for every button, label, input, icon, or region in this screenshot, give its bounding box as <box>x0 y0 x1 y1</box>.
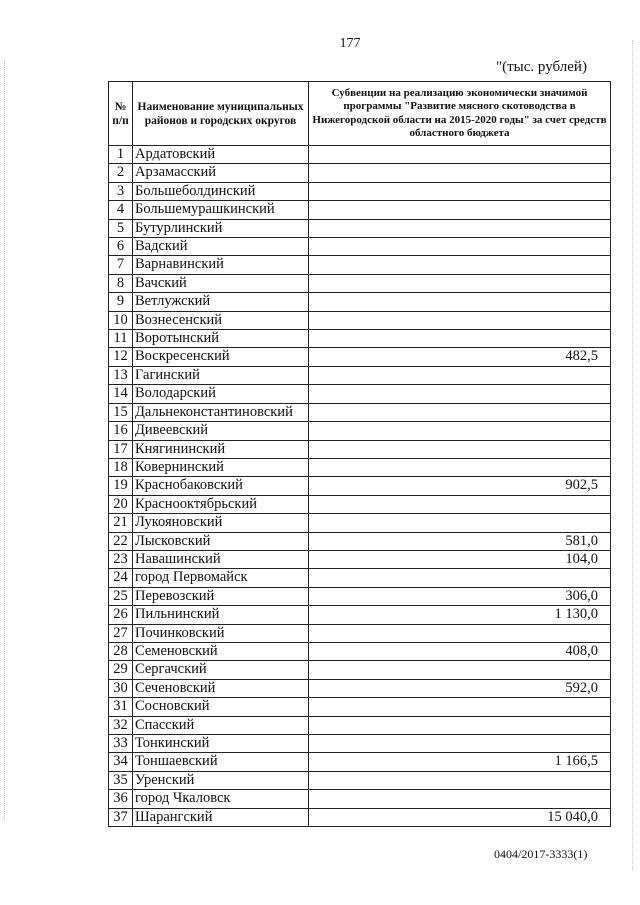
table-row <box>109 606 611 624</box>
subsidy-value <box>309 422 611 440</box>
table-row <box>109 219 611 237</box>
district-name: Ковернинский <box>133 458 309 476</box>
header-name: Наименование муниципальных районов и городских округов <box>133 82 309 146</box>
row-number: 29 <box>109 661 133 679</box>
table-row <box>109 182 611 200</box>
subsidy-value <box>309 569 611 587</box>
subsidy-value <box>309 146 611 164</box>
district-name: Варнавинский <box>133 256 309 274</box>
table-row <box>109 458 611 476</box>
subsidy-table <box>108 81 611 827</box>
subsidy-value <box>309 385 611 403</box>
table-row <box>109 569 611 587</box>
row-number: 11 <box>109 330 133 348</box>
subsidy-value <box>309 403 611 421</box>
subsidy-value: 592,0 <box>309 679 611 697</box>
table-row <box>109 624 611 642</box>
district-name: Починковский <box>133 624 309 642</box>
table-row <box>109 293 611 311</box>
table-row <box>109 808 611 826</box>
district-name: Княгининский <box>133 440 309 458</box>
table-row <box>109 735 611 753</box>
district-name: Вачский <box>133 274 309 292</box>
subsidy-value: 482,5 <box>309 348 611 366</box>
district-name: Воротынский <box>133 330 309 348</box>
table-body <box>109 146 611 827</box>
district-name: Вадский <box>133 238 309 256</box>
district-name: Сеченовский <box>133 679 309 697</box>
table-row <box>109 514 611 532</box>
row-number: 33 <box>109 735 133 753</box>
subsidy-value <box>309 182 611 200</box>
subsidy-value: 1 130,0 <box>309 606 611 624</box>
table-row <box>109 146 611 164</box>
row-number: 34 <box>109 753 133 771</box>
table-row <box>109 753 611 771</box>
table-row <box>109 201 611 219</box>
table-row <box>109 164 611 182</box>
row-number: 36 <box>109 790 133 808</box>
district-name: Вознесенский <box>133 311 309 329</box>
district-name: Пильнинский <box>133 606 309 624</box>
district-name: Навашинский <box>133 550 309 568</box>
row-number: 7 <box>109 256 133 274</box>
subsidy-value: 902,5 <box>309 477 611 495</box>
subsidy-value: 408,0 <box>309 642 611 660</box>
subsidy-value <box>309 735 611 753</box>
table-row <box>109 477 611 495</box>
row-number: 37 <box>109 808 133 826</box>
row-number: 12 <box>109 348 133 366</box>
row-number: 26 <box>109 606 133 624</box>
row-number: 22 <box>109 532 133 550</box>
district-name: Большемурашкинский <box>133 201 309 219</box>
header-subsidy: Субвенции на реализацию экономически значимой программы "Развитие мясного скотоводства в Нижегородской области на 2015-2020 годы" за счет средств областного бюджета <box>309 82 611 146</box>
subsidy-value <box>309 330 611 348</box>
row-number: 3 <box>109 182 133 200</box>
subsidy-value <box>309 164 611 182</box>
table-row <box>109 385 611 403</box>
subsidy-value <box>309 514 611 532</box>
table-row <box>109 587 611 605</box>
district-name: Воскресенский <box>133 348 309 366</box>
district-name: Семеновский <box>133 642 309 660</box>
subsidy-value: 1 166,5 <box>309 753 611 771</box>
district-name: Володарский <box>133 385 309 403</box>
district-name: город Первомайск <box>133 569 309 587</box>
row-number: 15 <box>109 403 133 421</box>
row-number: 25 <box>109 587 133 605</box>
subsidy-value <box>309 366 611 384</box>
district-name: город Чкаловск <box>133 790 309 808</box>
table-row <box>109 661 611 679</box>
page-number: 177 <box>339 36 361 51</box>
subsidy-value: 15 040,0 <box>309 808 611 826</box>
row-number: 21 <box>109 514 133 532</box>
table-row <box>109 366 611 384</box>
subsidy-value <box>309 661 611 679</box>
table-row <box>109 532 611 550</box>
row-number: 10 <box>109 311 133 329</box>
district-name: Тонкинский <box>133 735 309 753</box>
subsidy-value <box>309 458 611 476</box>
subsidy-value <box>309 274 611 292</box>
table-row <box>109 256 611 274</box>
table-row <box>109 771 611 789</box>
row-number: 1 <box>109 146 133 164</box>
subsidy-value <box>309 716 611 734</box>
document-code: 0404/2017-3333(1) <box>494 847 588 861</box>
district-name: Уренский <box>133 771 309 789</box>
subsidy-value <box>309 238 611 256</box>
row-number: 8 <box>109 274 133 292</box>
table-row <box>109 716 611 734</box>
row-number: 24 <box>109 569 133 587</box>
row-number: 13 <box>109 366 133 384</box>
subsidy-value <box>309 293 611 311</box>
subsidy-value <box>309 698 611 716</box>
district-name: Дальнеконстантиновский <box>133 403 309 421</box>
district-name: Ардатовский <box>133 146 309 164</box>
row-number: 30 <box>109 679 133 697</box>
table-row <box>109 422 611 440</box>
table-row <box>109 698 611 716</box>
table-row <box>109 311 611 329</box>
district-name: Сергачский <box>133 661 309 679</box>
subsidy-value <box>309 790 611 808</box>
subsidy-value: 306,0 <box>309 587 611 605</box>
district-name: Арзамасский <box>133 164 309 182</box>
table-row <box>109 238 611 256</box>
district-name: Ветлужский <box>133 293 309 311</box>
subsidy-value <box>309 256 611 274</box>
row-number: 19 <box>109 477 133 495</box>
district-name: Лысковский <box>133 532 309 550</box>
row-number: 20 <box>109 495 133 513</box>
district-name: Краснооктябрьский <box>133 495 309 513</box>
row-number: 18 <box>109 458 133 476</box>
scan-edge-right <box>632 40 634 870</box>
district-name: Краснобаковский <box>133 477 309 495</box>
subsidy-value <box>309 440 611 458</box>
district-name: Бутурлинский <box>133 219 309 237</box>
unit-note: "(тыс. рублей) <box>496 59 587 75</box>
table-row <box>109 403 611 421</box>
district-name: Лукояновский <box>133 514 309 532</box>
row-number: 16 <box>109 422 133 440</box>
district-name: Большеболдинский <box>133 182 309 200</box>
subsidy-value <box>309 201 611 219</box>
table-row <box>109 642 611 660</box>
table-row <box>109 495 611 513</box>
row-number: 4 <box>109 201 133 219</box>
row-number: 28 <box>109 642 133 660</box>
row-number: 5 <box>109 219 133 237</box>
subsidy-value: 104,0 <box>309 550 611 568</box>
table-row <box>109 679 611 697</box>
row-number: 23 <box>109 550 133 568</box>
subsidy-value: 581,0 <box>309 532 611 550</box>
row-number: 9 <box>109 293 133 311</box>
table-row <box>109 440 611 458</box>
table-row <box>109 274 611 292</box>
district-name: Дивеевский <box>133 422 309 440</box>
row-number: 2 <box>109 164 133 182</box>
header-num: № п/п <box>109 82 133 146</box>
district-name: Шарангский <box>133 808 309 826</box>
district-name: Перевозский <box>133 587 309 605</box>
table-row <box>109 550 611 568</box>
row-number: 27 <box>109 624 133 642</box>
subsidy-value <box>309 771 611 789</box>
row-number: 17 <box>109 440 133 458</box>
district-name: Тоншаевский <box>133 753 309 771</box>
scan-edge-left <box>4 60 6 820</box>
row-number: 31 <box>109 698 133 716</box>
district-name: Спасский <box>133 716 309 734</box>
row-number: 35 <box>109 771 133 789</box>
table-row <box>109 348 611 366</box>
subsidy-value <box>309 219 611 237</box>
subsidy-value <box>309 495 611 513</box>
district-name: Гагинский <box>133 366 309 384</box>
table-header-row <box>109 82 611 146</box>
table-row <box>109 790 611 808</box>
subsidy-value <box>309 624 611 642</box>
district-name: Сосновский <box>133 698 309 716</box>
row-number: 6 <box>109 238 133 256</box>
row-number: 14 <box>109 385 133 403</box>
row-number: 32 <box>109 716 133 734</box>
table-row <box>109 330 611 348</box>
subsidy-value <box>309 311 611 329</box>
